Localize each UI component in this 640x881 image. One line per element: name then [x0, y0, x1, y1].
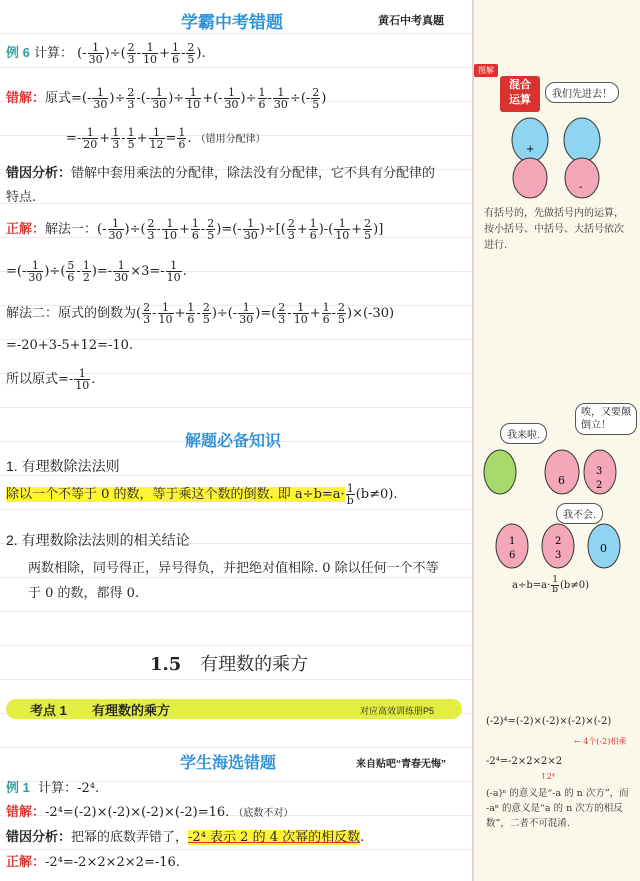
pow-note-text: 4个(-2)相乘 [583, 737, 627, 746]
section-source: 黄石中考真题 [378, 15, 444, 27]
chapter-heading [150, 650, 308, 676]
character-blue-2 [564, 118, 600, 162]
character-pink-1 [513, 158, 547, 198]
example1-wrong-note: （底数不对） [233, 808, 294, 819]
knowledge-item2-text: 两数相除，同号得正，异号得负，并把绝对值相除. 0 除以任何一个不等 [28, 561, 439, 576]
sidebar-note-bracket: 有括号的，先做括号内的运算，按小括号、中括号、大括号依次进行. [484, 208, 624, 251]
example1-wrong [6, 801, 293, 820]
sidebar-formula: a÷b=a· $\frac{1}{b}$ (b≠0) [512, 575, 589, 595]
knowledge-item1-text: 除以一个不等于 0 的数，等于乘这个数的倒数. 即 a÷b=a· $\frac{1}{b}$ (b≠0). [6, 482, 398, 507]
student-source: 来自贴吧“青春无悔” [356, 759, 446, 770]
example1-reason-highlight: -2⁴ 表示 2 的 4 次幂的相反数 [188, 830, 361, 845]
reciprocal-characters-illustration [490, 518, 630, 574]
example1-label: 例 1 [6, 780, 30, 795]
question-expression: (- $\frac{1}{30}$ )÷( $\frac{2}{3}$ - $\frac{1}{10}$ + $\frac{1}{6}$ - $\frac{2}{5}$ ). [77, 41, 206, 66]
example6-wrong-solution [6, 87, 326, 110]
sidebar-power-note: ← 4个(-2)相乘 [574, 737, 627, 746]
bracket-characters-illustration [500, 112, 618, 202]
example1-wrong-label: 错解： [6, 804, 46, 819]
sidebar-power-explanation: (-a)ⁿ 的意义是“-a 的 n 次方”，而 -aⁿ 的意义是“a 的 n 次方的相反数”，二者不可混淆. [486, 788, 629, 829]
correct-label: 正解： [6, 221, 46, 236]
knowledge-item2-text-2: 于 0 的数，都得 0. [28, 586, 140, 601]
example1-prompt: 计算：-2⁴. [38, 781, 100, 796]
knowledge-item2-title: 2. 有理数除法法则的相关结论 [6, 532, 190, 548]
example6-question [6, 42, 206, 65]
neg-exp-text: 2⁴ [546, 772, 555, 781]
reason-text: 错解中套用乘法的分配律，除法没有分配律，它不具有分配律的 [71, 166, 436, 181]
example-label: 例 6 [6, 45, 30, 60]
example1-reason-label: 错因分析： [6, 829, 72, 844]
reason-label: 错因分析： [6, 165, 72, 180]
example6-wrong-result: =- $\frac{1}{20}$ + $\frac{1}{3}$ - $\frac{1}{5}$ + $\frac{1}{12}$ = $\frac{1}{6}$ . （错用分配律） [66, 126, 266, 151]
plus-sign: + [526, 144, 535, 155]
label-6: 6 [558, 474, 565, 487]
knowledge-item1-title: 1. 有理数除法法则 [6, 458, 120, 474]
example6-method1: 正解：解法一：(- $\frac{1}{30}$ )÷( $\frac{2}{3}$ - $\frac{1}{10}$ + $\frac{1}{6}$ - $\frac{2}{5}$ )=(- $\frac{1}{30}$ )÷[( $\frac{2}{3}$ + $\frac{1}{6}$ )-( $\frac{1}{10}$ + $\frac{2}{5}$ )] [6, 217, 384, 242]
conclusion-text: 所以原式=- [6, 372, 74, 387]
division-characters-illustration [478, 440, 628, 500]
method2-label: 解法二：原式的倒数为 [6, 306, 137, 321]
speech-bubble-2: 我来啦. [500, 423, 547, 444]
prompt-text: 计算： [33, 46, 73, 61]
label-2: 2 [596, 480, 603, 491]
sidebar-formula-tail: (b≠0) [560, 580, 589, 591]
example1-question [6, 777, 99, 796]
box-text-2: 运算 [509, 94, 531, 106]
kaodian-ref: 对应高效训练册P5 [360, 706, 435, 716]
example6-reason [6, 162, 435, 181]
method1-label: 解法一： [45, 222, 98, 237]
sidebar-tag [474, 60, 498, 78]
box-text-1: 混合 [509, 79, 531, 91]
example1-correct-label: 正解： [6, 854, 46, 869]
example1-reason: 错因分析：把幂的底数弄错了，-2⁴ 表示 2 的 4 次幂的相反数. [6, 829, 365, 845]
label-3: 3 [596, 466, 603, 477]
example6-conclusion: 所以原式=- $\frac{1}{10}$ . [6, 367, 96, 392]
label-1: 1 [509, 536, 516, 547]
example1-correct [6, 851, 180, 870]
chapter-number: 1.5 [150, 654, 182, 675]
division-rule-tail: (b≠0). [355, 487, 398, 502]
example1-reason-text: 把幂的底数弄错了， [71, 830, 189, 845]
example1-wrong-text: -2⁴=(-2)×(-2)×(-2)×(-2)=16. [45, 805, 230, 820]
tag-label: 图解 [474, 64, 498, 77]
assoc-note: （错用分配律） [195, 134, 266, 145]
example6-method1-result: =(- $\frac{1}{30}$ )÷( $\frac{5}{6}$ - $\frac{1}{2}$ )=- $\frac{1}{30}$ ×3=- $\frac{1}{10}$ . [6, 259, 187, 284]
example1-correct-text: -2⁴=-2×2×2×2=-16. [45, 855, 180, 870]
wrong-prefix: 原式= [45, 91, 82, 106]
speech-bubble-4: 我不会. [556, 503, 603, 524]
division-rule: 除以一个不等于 0 的数，等于乘这个数的倒数. 即 a÷b=a· [6, 487, 345, 502]
wrong-expression: (- $\frac{1}{30}$ )÷ $\frac{2}{3}$ -(- $\frac{1}{30}$ )÷ $\frac{1}{10}$ +(- $\frac{1}{30}$ )÷ $\frac{1}{6}$ - $\frac{1}{30}$ ÷(- $\frac{2}{5}$ ) [81, 86, 327, 111]
chapter-title: 有理数的乘方 [200, 654, 309, 674]
example6-method2: 解法二：原式的倒数为( $\frac{2}{3}$ - $\frac{1}{10}$ + $\frac{1}{6}$ - $\frac{2}{5}$ )÷(- $\frac{1}{30}$ )=( $\frac{2}{3}$ - $\frac{1}{10}$ + $\frac{1}{6}$ - $\frac{2}{5}$ )×(-30) [6, 301, 395, 326]
character-green [484, 450, 516, 494]
r1: =- [96, 264, 113, 279]
label-6b: 6 [509, 550, 516, 561]
mixed-op-box [500, 76, 540, 112]
method2-result: =-20+3-5+12=-10. [6, 338, 134, 353]
speech-bubble-1: 我们先进去！ [545, 82, 619, 103]
section-title-zhongkao: 学霸中考错题 [181, 13, 283, 32]
r2: ×3=- [130, 264, 165, 279]
reason-text-2: 特点. [6, 190, 37, 205]
wrong-label: 错解： [6, 90, 46, 105]
section-title-student: 学生海选错题 [180, 755, 277, 772]
kaodian-label: 考点 1 [30, 703, 67, 718]
sidebar-neg-exp: ↑2⁴ [540, 772, 555, 781]
character-blue-1 [512, 118, 548, 162]
label-2b: 2 [555, 536, 562, 547]
label-3b: 3 [555, 550, 562, 561]
sidebar-neg-line: -2⁴=-2×2×2×2 [486, 756, 563, 767]
speech-bubble-3: 唉，又要颠倒立！ [575, 403, 637, 435]
label-0: 0 [600, 542, 607, 555]
minus-sign: - [579, 182, 583, 193]
character-pink-6 [545, 450, 579, 494]
sidebar-power-line: (-2)⁴=(-2)×(-2)×(-2)×(-2) [486, 716, 612, 727]
kaodian-title: 有理数的乘方 [92, 703, 171, 718]
sidebar-formula-text: a÷b=a· [512, 580, 551, 591]
section-title-knowledge: 解题必备知识 [185, 433, 282, 450]
